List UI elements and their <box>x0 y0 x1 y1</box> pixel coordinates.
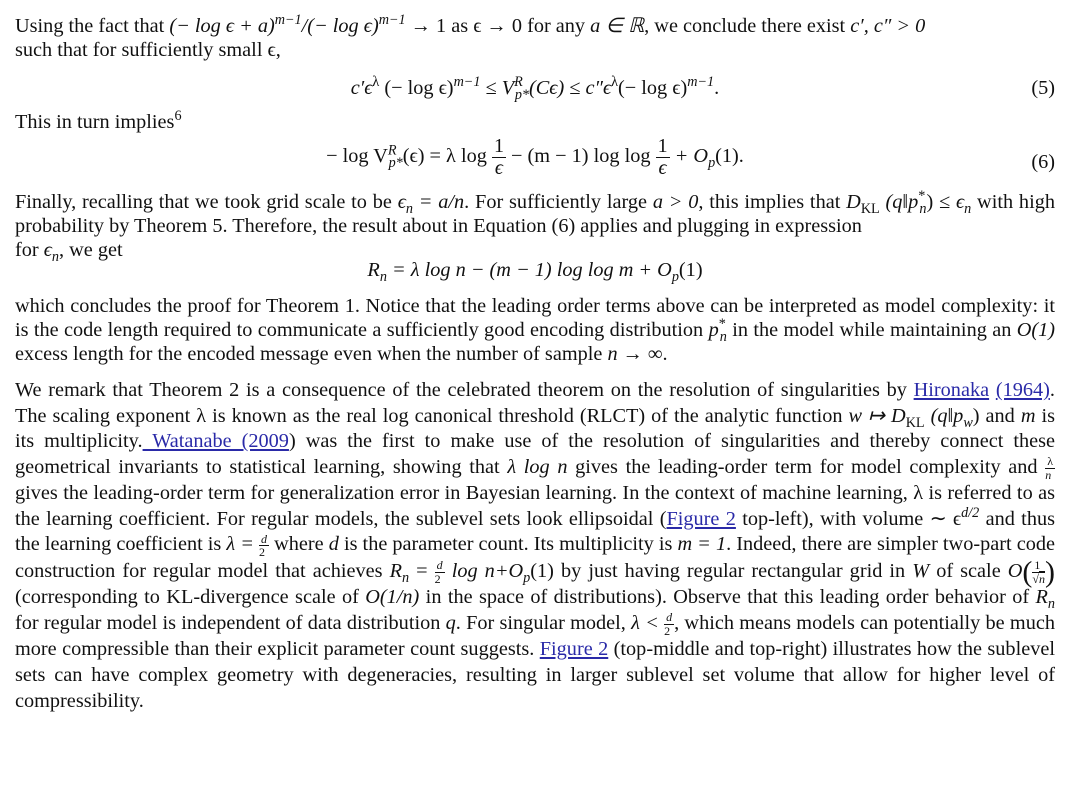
math: a ∈ ℝ <box>590 15 645 37</box>
math-sub: n <box>405 201 413 218</box>
math-sub: n <box>964 201 972 218</box>
text: in the space of distributions). Observe that this leading order behavior of <box>419 586 1036 609</box>
math-sub: KL <box>860 201 880 218</box>
math: ) <box>972 404 980 427</box>
math: O <box>1007 559 1023 582</box>
text: (top-middle and top-right) illustrates how the sublevel sets can have complex geometry with degeneracies, resulting in larger sublevel set volume that allow for higher level of compressibility. <box>15 638 1055 712</box>
math: D <box>891 404 906 427</box>
text: ) was the first to make use of the resolution of singularities and thereby connect these geometrical invariants to statistical learning, showing that <box>15 430 1055 478</box>
right-paren: ) <box>1045 555 1056 589</box>
math: λ log n <box>507 455 568 478</box>
math: q <box>445 611 456 634</box>
fraction <box>259 533 269 559</box>
text: such that for sufficiently small ϵ, <box>15 39 281 61</box>
math: R <box>367 259 380 281</box>
numerator: d <box>436 558 443 573</box>
math: (1). <box>715 145 744 168</box>
math: p <box>708 319 719 341</box>
paragraph-conclusion <box>15 294 1055 366</box>
fraction <box>664 611 674 637</box>
sqrt-radicand: n <box>1039 571 1046 586</box>
text: Using the fact that <box>15 15 170 37</box>
math: ϵ <box>397 191 406 213</box>
math: m <box>1020 404 1036 427</box>
text: with high probability by Theorem 5. Therefore, the result about in Equation (6) applies and plugging in expression <box>15 191 1055 237</box>
math: = λ log n − (m − 1) log log m + O <box>386 259 672 281</box>
math: ) ≤ <box>926 191 951 213</box>
math: (Cϵ) ≤ c″ϵ <box>529 77 612 99</box>
math-sub: KL <box>905 414 925 431</box>
math: (q‖p <box>879 191 919 213</box>
figure-link[interactable]: Figure 2 <box>666 507 736 530</box>
denominator: 2 <box>434 571 441 586</box>
figure-link[interactable]: Figure 2 <box>539 638 609 661</box>
math: W <box>912 559 930 582</box>
math-sup: λ <box>611 74 619 91</box>
text: , this implies that <box>698 191 847 213</box>
text: gives the leading-order term for model complexity and <box>567 455 1046 478</box>
text: , we get <box>58 239 123 261</box>
text: where <box>269 533 329 556</box>
math: − (m − 1) log log <box>505 145 656 168</box>
math: ϵ <box>43 239 52 261</box>
text: top-left), with volume ∼ ϵ <box>735 507 962 530</box>
math: R <box>1035 586 1048 609</box>
math-sub: n <box>1047 596 1055 613</box>
math-sup: λ <box>372 74 380 91</box>
numerator: 1 <box>657 135 668 157</box>
math: ϵ <box>955 191 965 213</box>
text: by just having regular rectangular grid in <box>553 559 913 582</box>
text: This in turn implies <box>15 111 175 133</box>
math: = <box>409 559 435 582</box>
math: − log V <box>326 145 388 168</box>
text: in the model while maintaining an <box>726 319 1017 341</box>
math: O(1/n) <box>365 586 420 609</box>
math: w ↦ <box>848 404 886 427</box>
paper-page <box>15 14 1055 714</box>
numerator: λ <box>1047 454 1054 469</box>
math-sub: p <box>671 269 679 286</box>
math: = a/n <box>412 191 465 213</box>
paragraph-limit-argument <box>15 14 1055 62</box>
math-sup: d/2 <box>961 505 980 522</box>
math-sub: p <box>708 155 716 172</box>
math: c′ϵ <box>350 77 373 99</box>
math: d <box>328 533 339 556</box>
equation-number: (6) <box>1031 151 1055 173</box>
math: a > 0 <box>652 191 699 213</box>
equation-5 <box>15 76 1055 110</box>
math-sub: n <box>379 269 387 286</box>
math: λ < <box>631 611 665 634</box>
paragraph-finally <box>15 188 1055 266</box>
text: (corresponding to KL-divergence scale of <box>15 586 366 609</box>
math: R <box>389 559 402 582</box>
text: . For singular model, <box>455 611 632 634</box>
text: We remark that Theorem 2 is a consequence of the celebrated theorem on the resolution of singularities by <box>15 379 914 401</box>
citation-link-hironaka[interactable]: Hironaka <box>913 379 990 401</box>
math-sup: R <box>387 142 397 159</box>
text: of scale <box>929 559 1008 582</box>
fraction <box>435 559 445 585</box>
text: , which means models can potentially be much more compressible than their explicit parameter count suggests. <box>15 611 1055 661</box>
math-sub: n <box>719 329 727 346</box>
fraction <box>1032 559 1045 585</box>
text: , we conclude there exist <box>644 15 851 37</box>
math-sup: m−1 <box>378 12 406 29</box>
math: (q‖p <box>924 404 964 427</box>
text: excess length for the encoded message even when the number of sample <box>15 343 608 365</box>
fraction <box>1045 455 1055 481</box>
equation-number: (5) <box>1031 77 1055 99</box>
math: /(− log ϵ) <box>301 15 379 37</box>
text: . Indeed, there are simpler two-part code construction for regular model that achieves <box>15 533 1055 582</box>
equation-rn <box>15 258 1055 288</box>
text: . For sufficiently large <box>464 191 653 213</box>
numerator: d <box>666 610 673 625</box>
denominator: ϵ <box>658 157 667 179</box>
math: (ϵ) = λ log <box>402 145 492 168</box>
denominator: n <box>1045 467 1052 482</box>
fraction <box>656 136 670 179</box>
citation-link-watanabe[interactable]: Watanabe (2009 <box>142 430 289 453</box>
math-sub: n <box>919 201 927 218</box>
text: Finally, recalling that we took grid scale to be <box>15 191 398 213</box>
text: for regular model is independent of data distribution <box>15 611 446 634</box>
denominator: 2 <box>259 545 266 560</box>
math-sub: n <box>51 249 59 266</box>
text: is the parameter count. Its multiplicity is <box>338 533 678 556</box>
math: . <box>714 77 720 99</box>
text: . The scaling exponent λ is known as the real log canonical threshold (RLCT) of the analytic function <box>15 379 1055 427</box>
math-sub: p <box>523 569 531 586</box>
math: log n+O <box>444 559 524 582</box>
math-sup: m−1 <box>453 74 481 91</box>
numerator: 1 <box>1032 559 1045 573</box>
text: gives the leading-order term for generalization error in Bayesian learning. In the context of machine learning, λ is referred to as the learning coefficient. For regular models, the sublevel sets look ellipsoidal ( <box>15 482 1055 530</box>
math-sup: m−1 <box>274 12 302 29</box>
denominator: ϵ <box>494 157 503 179</box>
text: is its multiplicity. <box>15 404 1055 453</box>
math: (− log ϵ + a) <box>169 15 275 37</box>
math: D <box>846 191 861 213</box>
math: (1) <box>530 559 554 582</box>
math: ≤ V <box>480 77 515 99</box>
text: . <box>662 343 668 365</box>
left-paren: ( <box>1022 555 1033 589</box>
math-sup: R <box>514 74 523 91</box>
math: n → ∞ <box>607 343 663 365</box>
math: O(1) <box>1016 319 1055 341</box>
numerator: d <box>261 531 268 546</box>
text: which concludes the proof for Theorem 1. Notice that the leading order terms above can be interpreted as model complexity: it is the code length required to communicate a sufficiently good encoding distribution <box>15 295 1055 341</box>
math: m = 1 <box>677 533 727 556</box>
equation-6 <box>15 128 1055 178</box>
math: (− log ϵ) <box>379 77 454 99</box>
math: (1) <box>678 259 703 281</box>
paragraph-remark <box>15 378 1055 714</box>
math-sup: * <box>718 316 726 333</box>
math: + O <box>669 145 709 168</box>
math-sup: * <box>918 188 926 205</box>
math-sub: p* <box>514 87 530 104</box>
text: for <box>15 239 44 261</box>
math-sub: p* <box>388 155 403 172</box>
math: λ = <box>226 533 260 556</box>
math: (− log ϵ) <box>618 77 688 99</box>
math-sup: m−1 <box>687 74 715 91</box>
footnote-marker[interactable]: 6 <box>174 108 182 125</box>
denominator: √n <box>1032 571 1046 586</box>
fraction <box>492 136 506 179</box>
text: → 1 as ϵ → 0 for any <box>405 15 591 37</box>
numerator: 1 <box>493 135 504 157</box>
math-sub: w <box>963 414 973 431</box>
text: and thus the learning coefficient is <box>15 507 1055 556</box>
math-sub: n <box>402 569 410 586</box>
citation-link-hironaka-year[interactable]: (1964) <box>995 379 1050 401</box>
math: c′, c″ > 0 <box>850 15 926 37</box>
denominator: 2 <box>664 623 671 638</box>
text: and <box>979 404 1021 427</box>
